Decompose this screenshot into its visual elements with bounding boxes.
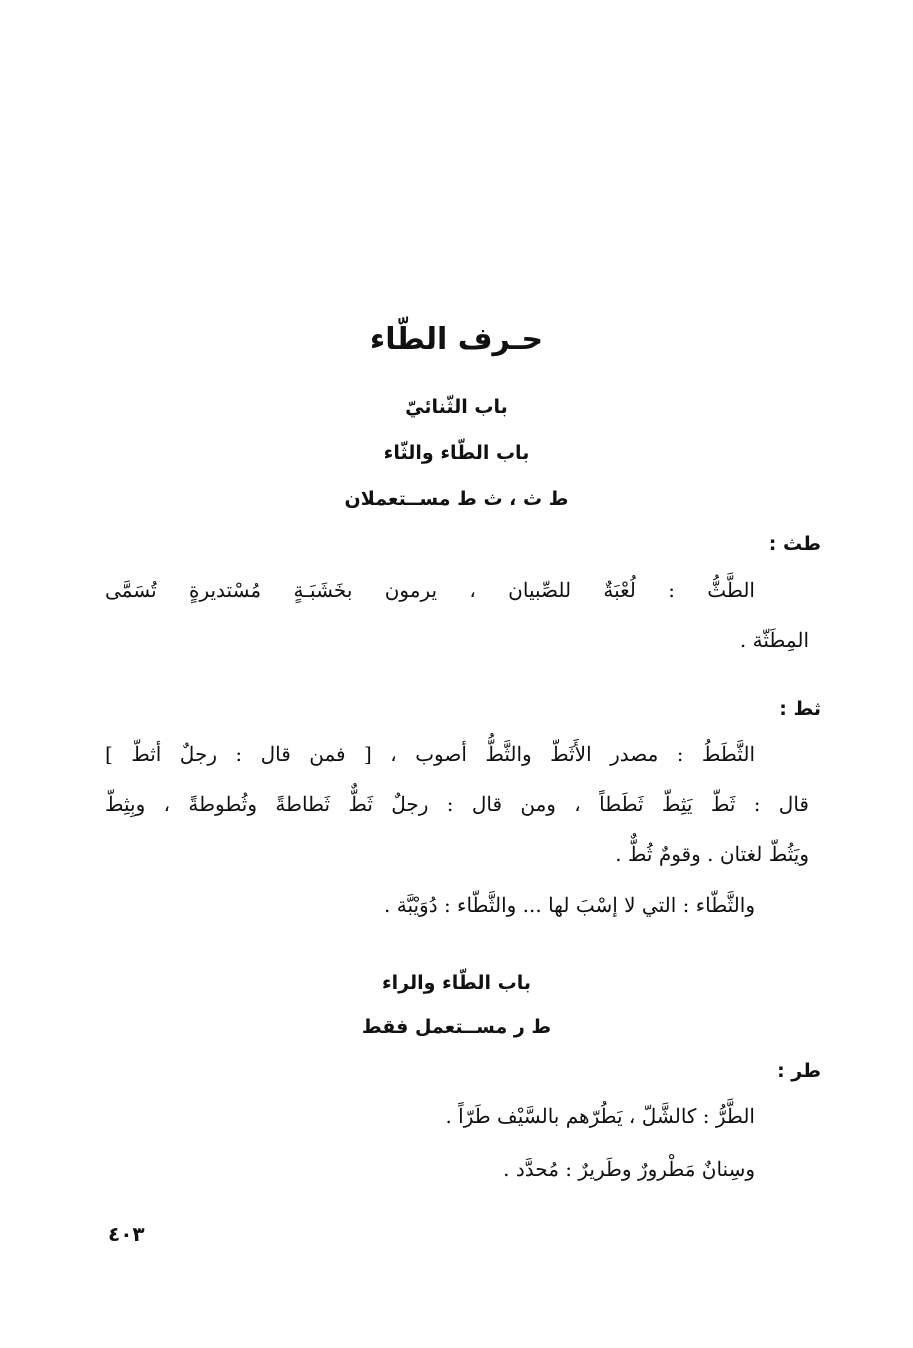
section-heading-ta-tha: باب الطّاء والثّاء	[383, 442, 530, 464]
section-roots-ta-tha: ط ث ، ث ط مســتعملان	[344, 488, 569, 510]
entry-head-tath: طث :	[768, 533, 821, 555]
page-number: ٤٠٣	[108, 1222, 145, 1246]
entry-thatt-line-4: والثَّطّاء : التي لا إسْبَ لها ... والثَّطّاء : دُوَيْبَّة .	[384, 893, 755, 917]
chapter-heading: باب الثّنائيّ	[405, 396, 508, 418]
entry-head-thatt: ثط :	[779, 698, 821, 720]
section-heading-ta-ra: باب الطّاء والراء	[381, 972, 532, 994]
page-title: حـرف الطّاء	[369, 322, 544, 357]
entry-tath-line-1: الطَّثُّ : لُعْبَةٌ للصِّبيان ، يرمون بخَشَبَـةٍ مُسْتديرةٍ تُسَمَّى	[105, 578, 755, 602]
section-roots-ta-ra: ط ر مســتعمل فقط	[361, 1016, 552, 1038]
entry-thatt-line-3: ويَثُطّ لغتان . وقومٌ ثُطٌّ .	[615, 842, 809, 866]
entry-tath-line-2: المِطَثّة .	[739, 628, 809, 652]
entry-thatt-line-1: الثَّطَطُ : مصدر الأَثَطّ والثَّطُّ أصوب ، [ فمن قال : رجلٌ أثطّ ]	[105, 742, 755, 766]
entry-tarr-line-1: الطَّرُّ : كالشَّلّ ، يَطُرّهم بالسَّيْف طَرّاً .	[445, 1104, 755, 1128]
entry-head-tarr: طر :	[777, 1060, 821, 1082]
entry-tarr-line-2: وسِنانٌ مَطْرورٌ وطَريرٌ : مُحدَّد .	[503, 1157, 755, 1181]
entry-thatt-line-2: قال : ثَطّ يَثِطّ ثَطَطاً ، ومن قال : رجلٌ ثَطٌّ ثَطاطةً وثُطوطةً ، وبِثِطّ	[105, 792, 809, 816]
